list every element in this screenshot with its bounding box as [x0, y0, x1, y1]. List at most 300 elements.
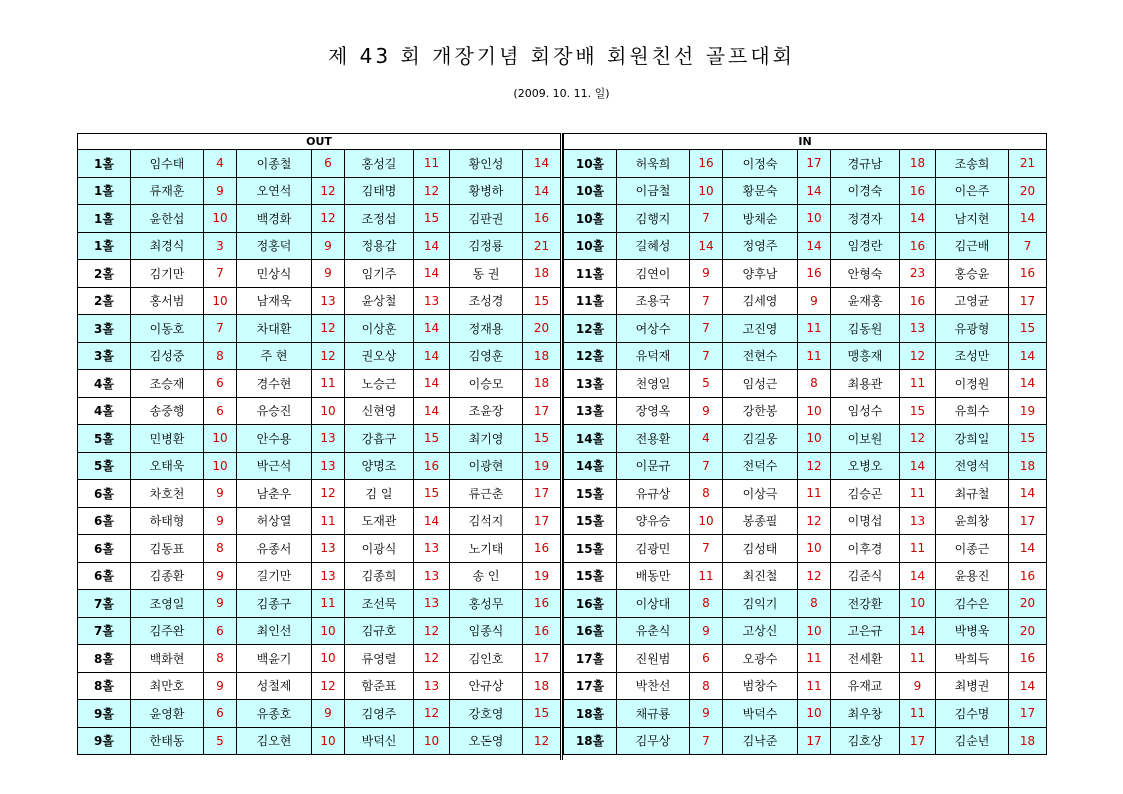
- player-name: 황인성: [450, 150, 523, 178]
- player-score: 8: [798, 590, 831, 618]
- player-name: 이종근: [936, 535, 1009, 563]
- player-name: 이정숙: [723, 150, 798, 178]
- tee-hole: 14홀: [564, 425, 617, 453]
- player-name: 김동표: [131, 535, 204, 563]
- player-score: 12: [798, 452, 831, 480]
- player-name: 김수명: [936, 700, 1009, 728]
- player-name: 박근석: [237, 452, 312, 480]
- player-name: 유종호: [237, 700, 312, 728]
- player-score: 11: [798, 480, 831, 508]
- player-score: 8: [690, 590, 723, 618]
- table-row: [78, 617, 561, 645]
- player-name: 함준표: [345, 672, 414, 700]
- player-score: 7: [204, 315, 237, 343]
- player-score: 16: [900, 287, 936, 315]
- table-row: [564, 645, 1047, 673]
- tee-hole: 12홀: [564, 342, 617, 370]
- player-name: 조선묵: [345, 590, 414, 618]
- player-score: 13: [414, 562, 450, 590]
- player-name: 최만호: [131, 672, 204, 700]
- tee-hole: 13홀: [564, 370, 617, 398]
- player-score: 12: [523, 727, 561, 755]
- player-name: 김종환: [131, 562, 204, 590]
- player-name: 고상신: [723, 617, 798, 645]
- player-name: 권오상: [345, 342, 414, 370]
- tee-hole: 13홀: [564, 397, 617, 425]
- player-name: 유덕재: [617, 342, 690, 370]
- player-name: 조승재: [131, 370, 204, 398]
- player-score: 12: [312, 205, 345, 233]
- player-name: 양명조: [345, 452, 414, 480]
- player-name: 천영일: [617, 370, 690, 398]
- tee-hole: 14홀: [564, 452, 617, 480]
- table-row: [78, 480, 561, 508]
- player-name: 김기만: [131, 260, 204, 288]
- table-row: [564, 562, 1047, 590]
- player-name: 전용환: [617, 425, 690, 453]
- player-score: 13: [312, 425, 345, 453]
- player-score: 10: [798, 205, 831, 233]
- player-score: 11: [312, 590, 345, 618]
- player-name: 봉종필: [723, 507, 798, 535]
- player-name: 류영렬: [345, 645, 414, 673]
- player-score: 18: [523, 370, 561, 398]
- player-name: 허욱희: [617, 150, 690, 178]
- table-row: [78, 370, 561, 398]
- player-score: 6: [204, 700, 237, 728]
- player-score: 9: [204, 507, 237, 535]
- tee-hole: 1홀: [78, 177, 131, 205]
- player-name: 김승곤: [831, 480, 900, 508]
- player-score: 17: [1009, 700, 1047, 728]
- player-name: 조정섭: [345, 205, 414, 233]
- player-name: 조성경: [450, 287, 523, 315]
- player-score: 10: [204, 452, 237, 480]
- table-row: [78, 452, 561, 480]
- player-score: 18: [523, 342, 561, 370]
- tee-hole: 9홀: [78, 700, 131, 728]
- player-name: 차대환: [237, 315, 312, 343]
- player-score: 14: [1009, 672, 1047, 700]
- player-name: 김종구: [237, 590, 312, 618]
- player-name: 길혜성: [617, 232, 690, 260]
- player-name: 이문규: [617, 452, 690, 480]
- tee-hole: 6홀: [78, 507, 131, 535]
- player-name: 성철제: [237, 672, 312, 700]
- player-name: 송중행: [131, 397, 204, 425]
- player-name: 김낙준: [723, 727, 798, 755]
- player-name: 홍성길: [345, 150, 414, 178]
- player-score: 17: [798, 150, 831, 178]
- player-name: 임성수: [831, 397, 900, 425]
- tee-hole: 3홀: [78, 342, 131, 370]
- player-name: 전현수: [723, 342, 798, 370]
- player-score: 11: [798, 672, 831, 700]
- tee-hole: 9홀: [78, 727, 131, 755]
- player-score: 7: [690, 452, 723, 480]
- player-score: 13: [312, 562, 345, 590]
- player-name: 유재교: [831, 672, 900, 700]
- player-score: 11: [900, 480, 936, 508]
- player-name: 도재관: [345, 507, 414, 535]
- player-name: 윤한섭: [131, 205, 204, 233]
- table-row: [78, 315, 561, 343]
- table-row: [78, 397, 561, 425]
- tee-hole: 8홀: [78, 645, 131, 673]
- tee-hole: 4홀: [78, 397, 131, 425]
- player-score: 14: [414, 342, 450, 370]
- player-score: 18: [1009, 727, 1047, 755]
- player-name: 오태욱: [131, 452, 204, 480]
- player-name: 조영일: [131, 590, 204, 618]
- player-name: 남지현: [936, 205, 1009, 233]
- player-name: 강흡구: [345, 425, 414, 453]
- player-name: 유춘식: [617, 617, 690, 645]
- player-name: 김세영: [723, 287, 798, 315]
- player-name: 백윤기: [237, 645, 312, 673]
- player-score: 9: [204, 562, 237, 590]
- table-row: [78, 177, 561, 205]
- player-name: 이금철: [617, 177, 690, 205]
- player-name: 김순년: [936, 727, 1009, 755]
- player-name: 노기태: [450, 535, 523, 563]
- player-name: 장영옥: [617, 397, 690, 425]
- player-score: 11: [414, 150, 450, 178]
- table-row: [564, 397, 1047, 425]
- player-name: 김태명: [345, 177, 414, 205]
- player-name: 김무상: [617, 727, 690, 755]
- player-score: 17: [798, 727, 831, 755]
- player-name: 임경란: [831, 232, 900, 260]
- player-name: 임종식: [450, 617, 523, 645]
- player-score: 12: [900, 342, 936, 370]
- player-name: 민병환: [131, 425, 204, 453]
- player-score: 16: [523, 617, 561, 645]
- player-score: 10: [204, 425, 237, 453]
- player-score: 11: [798, 315, 831, 343]
- player-score: 8: [204, 645, 237, 673]
- player-score: 17: [1009, 507, 1047, 535]
- player-name: 류재훈: [131, 177, 204, 205]
- table-row: [78, 535, 561, 563]
- player-score: 5: [204, 727, 237, 755]
- player-score: 16: [690, 150, 723, 178]
- player-name: 이은주: [936, 177, 1009, 205]
- player-name: 최진철: [723, 562, 798, 590]
- tee-hole: 7홀: [78, 617, 131, 645]
- table-row: [564, 315, 1047, 343]
- player-name: 최병권: [936, 672, 1009, 700]
- player-score: 5: [690, 370, 723, 398]
- player-score: 14: [900, 562, 936, 590]
- player-name: 김규호: [345, 617, 414, 645]
- player-name: 강호영: [450, 700, 523, 728]
- player-score: 6: [204, 370, 237, 398]
- tee-hole: 6홀: [78, 535, 131, 563]
- tee-hole: 17홀: [564, 645, 617, 673]
- tee-hole: 3홀: [78, 315, 131, 343]
- player-name: 길기만: [237, 562, 312, 590]
- player-score: 16: [414, 452, 450, 480]
- player-score: 10: [204, 205, 237, 233]
- player-name: 조성만: [936, 342, 1009, 370]
- player-score: 8: [690, 480, 723, 508]
- tee-hole: 16홀: [564, 590, 617, 618]
- player-name: 맹흥재: [831, 342, 900, 370]
- player-score: 11: [900, 700, 936, 728]
- player-score: 12: [414, 645, 450, 673]
- tee-hole: 4홀: [78, 370, 131, 398]
- player-score: 14: [414, 370, 450, 398]
- table-row: [78, 425, 561, 453]
- table-row: [78, 150, 561, 178]
- player-name: 최용관: [831, 370, 900, 398]
- player-score: 9: [312, 232, 345, 260]
- player-score: 16: [1009, 260, 1047, 288]
- player-name: 남춘우: [237, 480, 312, 508]
- table-row: [78, 507, 561, 535]
- tee-hole: 11홀: [564, 260, 617, 288]
- player-score: 8: [204, 535, 237, 563]
- tee-hole: 15홀: [564, 507, 617, 535]
- player-name: 전강환: [831, 590, 900, 618]
- table-row: [564, 150, 1047, 178]
- player-name: 안수용: [237, 425, 312, 453]
- player-score: 10: [312, 617, 345, 645]
- player-score: 9: [690, 700, 723, 728]
- player-score: 12: [414, 617, 450, 645]
- player-score: 9: [312, 260, 345, 288]
- player-score: 7: [690, 315, 723, 343]
- player-name: 홍승윤: [936, 260, 1009, 288]
- player-name: 안규상: [450, 672, 523, 700]
- table-row: [78, 287, 561, 315]
- player-name: 류근춘: [450, 480, 523, 508]
- player-score: 14: [1009, 535, 1047, 563]
- out-course-header: OUT: [78, 134, 561, 150]
- player-name: 이상대: [617, 590, 690, 618]
- player-score: 14: [414, 507, 450, 535]
- player-name: 윤재홍: [831, 287, 900, 315]
- player-name: 김근배: [936, 232, 1009, 260]
- player-score: 16: [523, 590, 561, 618]
- player-name: 백경화: [237, 205, 312, 233]
- player-score: 9: [690, 397, 723, 425]
- player-name: 김영주: [345, 700, 414, 728]
- player-name: 김수은: [936, 590, 1009, 618]
- player-name: 조용국: [617, 287, 690, 315]
- player-score: 10: [798, 617, 831, 645]
- player-name: 안형숙: [831, 260, 900, 288]
- player-score: 6: [312, 150, 345, 178]
- player-name: 김종희: [345, 562, 414, 590]
- player-name: 임기주: [345, 260, 414, 288]
- player-name: 정경자: [831, 205, 900, 233]
- player-score: 10: [204, 287, 237, 315]
- player-score: 10: [312, 397, 345, 425]
- table-row: [564, 672, 1047, 700]
- player-score: 16: [798, 260, 831, 288]
- player-score: 20: [1009, 177, 1047, 205]
- player-name: 최규철: [936, 480, 1009, 508]
- player-score: 13: [900, 507, 936, 535]
- player-score: 20: [1009, 590, 1047, 618]
- player-name: 민상식: [237, 260, 312, 288]
- player-score: 14: [414, 315, 450, 343]
- player-score: 21: [523, 232, 561, 260]
- player-score: 15: [523, 700, 561, 728]
- player-score: 6: [690, 645, 723, 673]
- player-name: 고진영: [723, 315, 798, 343]
- table-row: [564, 700, 1047, 728]
- player-name: 동 권: [450, 260, 523, 288]
- table-row: [78, 590, 561, 618]
- table-row: [564, 342, 1047, 370]
- player-score: 14: [1009, 205, 1047, 233]
- tee-hole: 15홀: [564, 480, 617, 508]
- player-score: 9: [204, 177, 237, 205]
- player-name: 이정원: [936, 370, 1009, 398]
- player-name: 김행지: [617, 205, 690, 233]
- player-name: 윤영환: [131, 700, 204, 728]
- player-score: 18: [523, 260, 561, 288]
- player-score: 16: [1009, 562, 1047, 590]
- player-name: 이경숙: [831, 177, 900, 205]
- player-score: 12: [312, 315, 345, 343]
- player-name: 오병오: [831, 452, 900, 480]
- table-row: [564, 205, 1047, 233]
- player-name: 임성근: [723, 370, 798, 398]
- table-row: [564, 287, 1047, 315]
- in-course-table: [563, 133, 1047, 755]
- player-score: 9: [798, 287, 831, 315]
- player-name: 김연이: [617, 260, 690, 288]
- player-name: 이보원: [831, 425, 900, 453]
- player-score: 12: [312, 177, 345, 205]
- player-name: 조윤장: [450, 397, 523, 425]
- player-score: 12: [798, 562, 831, 590]
- table-row: [78, 205, 561, 233]
- player-name: 배동만: [617, 562, 690, 590]
- tee-hole: 1홀: [78, 232, 131, 260]
- player-name: 김성중: [131, 342, 204, 370]
- table-row: [564, 370, 1047, 398]
- tee-hole: 10홀: [564, 232, 617, 260]
- player-score: 13: [312, 287, 345, 315]
- player-score: 9: [900, 672, 936, 700]
- player-score: 4: [204, 150, 237, 178]
- player-score: 10: [798, 535, 831, 563]
- player-score: 10: [312, 645, 345, 673]
- table-row: [564, 452, 1047, 480]
- player-name: 고영균: [936, 287, 1009, 315]
- player-name: 박찬선: [617, 672, 690, 700]
- player-name: 방채순: [723, 205, 798, 233]
- player-score: 17: [523, 507, 561, 535]
- player-score: 7: [690, 342, 723, 370]
- player-name: 최인선: [237, 617, 312, 645]
- tee-hole: 1홀: [78, 150, 131, 178]
- player-score: 9: [312, 700, 345, 728]
- player-name: 윤희창: [936, 507, 1009, 535]
- player-score: 14: [1009, 480, 1047, 508]
- out-course-table: [77, 133, 561, 755]
- player-name: 오광수: [723, 645, 798, 673]
- player-name: 한태동: [131, 727, 204, 755]
- player-score: 15: [900, 397, 936, 425]
- player-score: 16: [900, 232, 936, 260]
- tee-hole: 18홀: [564, 700, 617, 728]
- player-name: 김판권: [450, 205, 523, 233]
- player-name: 임수태: [131, 150, 204, 178]
- player-score: 13: [312, 452, 345, 480]
- player-score: 13: [414, 535, 450, 563]
- player-name: 김석지: [450, 507, 523, 535]
- table-row: [78, 645, 561, 673]
- player-score: 16: [523, 205, 561, 233]
- player-name: 경수현: [237, 370, 312, 398]
- player-name: 김준식: [831, 562, 900, 590]
- tee-hole: 12홀: [564, 315, 617, 343]
- player-name: 홍서범: [131, 287, 204, 315]
- player-score: 7: [690, 287, 723, 315]
- player-name: 남재욱: [237, 287, 312, 315]
- player-score: 11: [900, 645, 936, 673]
- player-score: 11: [900, 370, 936, 398]
- player-score: 10: [798, 397, 831, 425]
- player-name: 이종철: [237, 150, 312, 178]
- tee-hole: 18홀: [564, 727, 617, 755]
- tee-hole: 17홀: [564, 672, 617, 700]
- player-name: 진원범: [617, 645, 690, 673]
- player-name: 이명섭: [831, 507, 900, 535]
- player-score: 14: [414, 397, 450, 425]
- player-score: 13: [900, 315, 936, 343]
- player-name: 전영석: [936, 452, 1009, 480]
- player-name: 김익기: [723, 590, 798, 618]
- player-name: 하태형: [131, 507, 204, 535]
- player-name: 채규룡: [617, 700, 690, 728]
- player-score: 10: [414, 727, 450, 755]
- player-score: 11: [312, 507, 345, 535]
- player-score: 16: [900, 177, 936, 205]
- player-name: 김성태: [723, 535, 798, 563]
- player-name: 유희수: [936, 397, 1009, 425]
- player-name: 박병욱: [936, 617, 1009, 645]
- tee-hole: 2홀: [78, 260, 131, 288]
- player-score: 7: [690, 727, 723, 755]
- player-name: 신현영: [345, 397, 414, 425]
- player-score: 19: [1009, 397, 1047, 425]
- player-name: 조송희: [936, 150, 1009, 178]
- player-score: 18: [900, 150, 936, 178]
- player-score: 14: [798, 232, 831, 260]
- tee-hole: 1홀: [78, 205, 131, 233]
- player-score: 14: [900, 617, 936, 645]
- player-score: 14: [414, 260, 450, 288]
- tee-hole: 11홀: [564, 287, 617, 315]
- player-score: 7: [1009, 232, 1047, 260]
- tee-hole: 5홀: [78, 452, 131, 480]
- player-score: 9: [204, 672, 237, 700]
- tee-hole: 8홀: [78, 672, 131, 700]
- tee-hole: 10홀: [564, 177, 617, 205]
- player-name: 정영주: [723, 232, 798, 260]
- player-score: 10: [312, 727, 345, 755]
- player-name: 노승근: [345, 370, 414, 398]
- tee-hole: 2홀: [78, 287, 131, 315]
- player-score: 15: [523, 287, 561, 315]
